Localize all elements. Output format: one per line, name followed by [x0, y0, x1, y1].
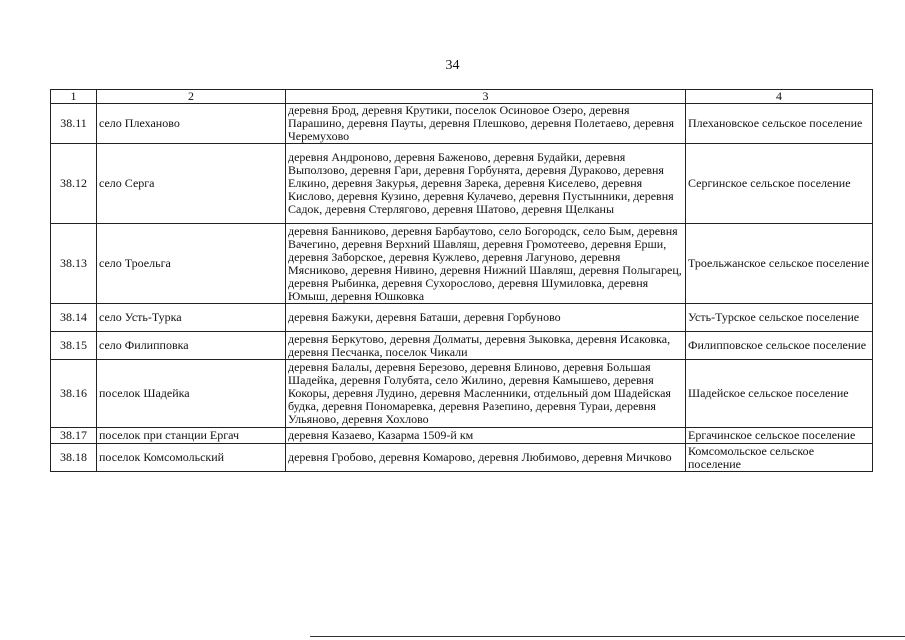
- table-row: [51, 332, 873, 360]
- villages-list: деревня Балалы, деревня Березово, деревня Блиново, деревня Большая Шадейка, деревня Голубята, село Жилино, деревня Камышево, деревня Кокоры, деревня Лудино, деревня Масленники, отдельный дом Шадейская будка, деревня Пономаревка, деревня Разепино, деревня Тураи, деревня Ульяново, деревня Хохлово: [286, 360, 686, 428]
- municipality-name: Сергинское сельское поселение: [686, 144, 873, 224]
- villages-list: деревня Андроново, деревня Баженово, деревня Будайки, деревня Выползово, деревня Гари, деревня Горбунята, деревня Дураково, деревня Елкино, деревня Закурья, деревня Зарека, деревня Киселево, деревня Кислово, деревня Кузино, деревня Кулачево, деревня Пустынники, деревня Садок, деревня Стерлягово, деревня Шатово, деревня Щелканы: [286, 144, 686, 224]
- settlement-name: поселок при станции Ергач: [97, 428, 286, 444]
- settlement-name: поселок Шадейка: [97, 360, 286, 428]
- row-number: 38.17: [51, 428, 97, 444]
- villages-list: деревня Бажуки, деревня Баташи, деревня Горбуново: [286, 304, 686, 332]
- settlements-table: [50, 89, 873, 472]
- row-number: 38.18: [51, 444, 97, 472]
- municipality-name: Усть-Турское сельское поселение: [686, 304, 873, 332]
- column-header-4: 4: [686, 90, 873, 104]
- villages-list: деревня Брод, деревня Крутики, поселок Осиновое Озеро, деревня Парашино, деревня Пауты, деревня Плешково, деревня Полетаево, деревня Черемухово: [286, 104, 686, 144]
- table-row: [51, 444, 873, 472]
- villages-list: деревня Гробово, деревня Комарово, деревня Любимово, деревня Мичково: [286, 444, 686, 472]
- row-number: 38.15: [51, 332, 97, 360]
- villages-list: деревня Казаево, Казарма 1509-й км: [286, 428, 686, 444]
- table-row: [51, 144, 873, 224]
- column-header-2: 2: [97, 90, 286, 104]
- municipality-name: Троельжанское сельское поселение: [686, 224, 873, 304]
- settlement-name: село Плехановo: [97, 104, 286, 144]
- row-number: 38.13: [51, 224, 97, 304]
- municipality-name: Комсомольское сельское поселение: [686, 444, 873, 472]
- table-row: [51, 104, 873, 144]
- villages-list: деревня Беркутово, деревня Долматы, деревня Зыковка, деревня Исаковка, деревня Песчанка, поселок Чикали: [286, 332, 686, 360]
- municipality-name: Ергачинское сельское поселение: [686, 428, 873, 444]
- row-number: 38.14: [51, 304, 97, 332]
- villages-list: деревня Банниково, деревня Барбаутово, село Богородск, село Бым, деревня Вачегино, деревня Верхний Шавляш, деревня Громотеево, деревня Ерши, деревня Заборское, деревня Кужлево, деревня Лагуново, деревня Мясниково, деревня Нивино, деревня Нижний Шавляш, деревня Полыгарец, деревня Рыбинка, деревня Сухорослово, деревня Шумиловка, деревня Юмыш, деревня Юшковка: [286, 224, 686, 304]
- row-number: 38.12: [51, 144, 97, 224]
- municipality-name: Шадейское сельское поселение: [686, 360, 873, 428]
- settlement-name: село Серга: [97, 144, 286, 224]
- settlement-name: село Филипповка: [97, 332, 286, 360]
- table-header-row: [51, 90, 873, 104]
- municipality-name: Плехановское сельское поселение: [686, 104, 873, 144]
- row-number: 38.11: [51, 104, 97, 144]
- table-row: [51, 224, 873, 304]
- settlement-name: поселок Комсомольский: [97, 444, 286, 472]
- column-header-3: 3: [286, 90, 686, 104]
- table-row: [51, 304, 873, 332]
- table-row: [51, 360, 873, 428]
- column-header-1: 1: [51, 90, 97, 104]
- page-number: 34: [445, 58, 460, 73]
- row-number: 38.16: [51, 360, 97, 428]
- settlement-name: село Троельга: [97, 224, 286, 304]
- municipality-name: Филипповское сельское поселение: [686, 332, 873, 360]
- scan-edge-line: [310, 636, 905, 637]
- table-row: [51, 428, 873, 444]
- settlement-name: село Усть-Турка: [97, 304, 286, 332]
